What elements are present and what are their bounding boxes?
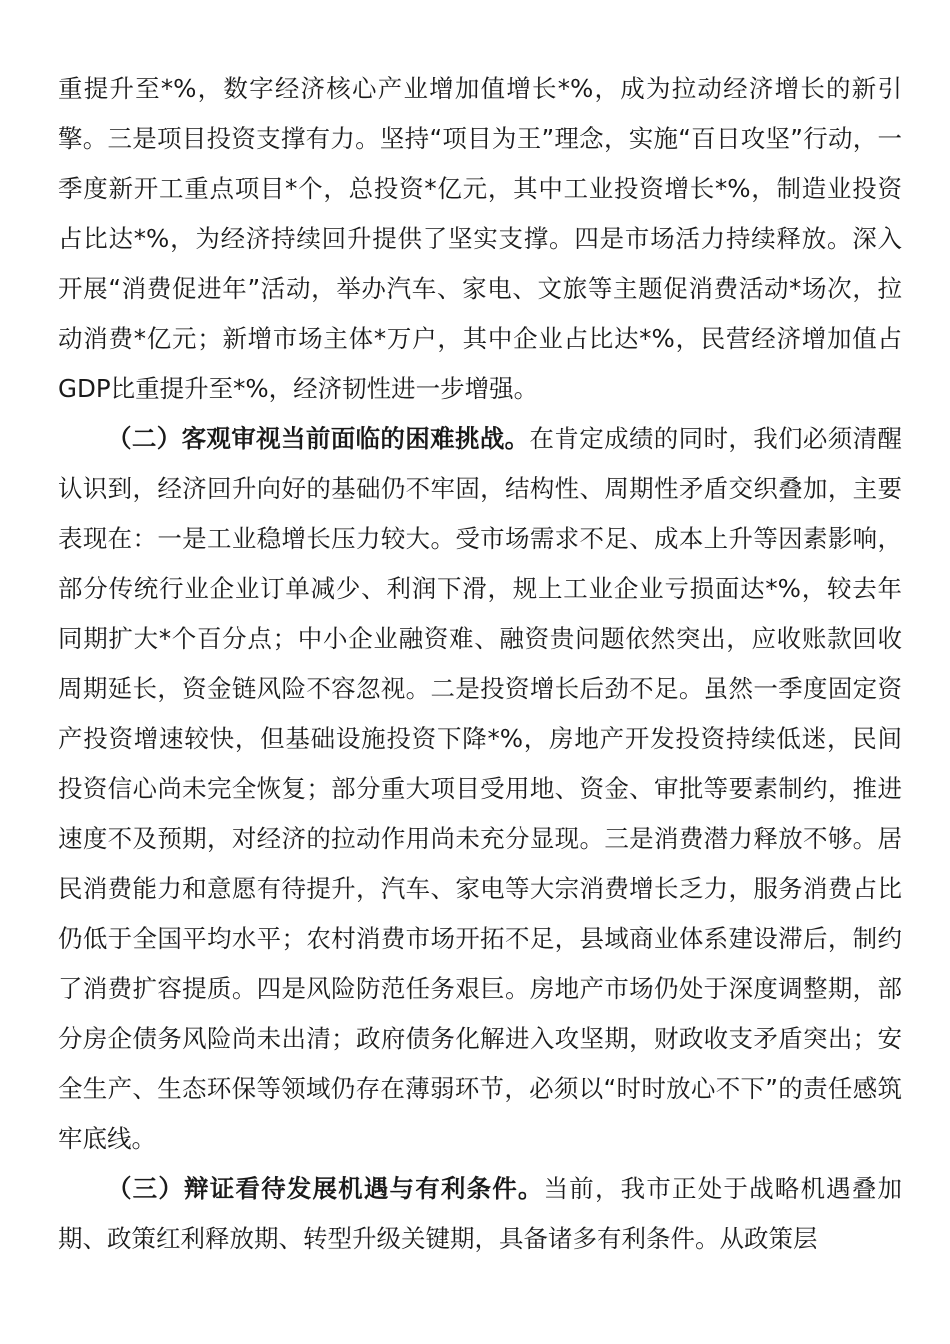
paragraph-text: 重提升至*%，数字经济核心产业增加值增长*%，成为拉动经济增长的新引擎。三是项目投资支撑有力。坚持“项目为王”理念，实施“百日攻坚”行动，一季度新开工重点项目*个，总投资*亿元，其中工业投资增长*%，制造业投资占比达*%，为经济持续回升提供了坚实支撑。四是市场活力持续释放。深入开展“消费促进年”活动，举办汽车、家电、文旅等主题促消费活动*场次，拉动消费*亿元；新增市场主体*万户，其中企业占比达*%，民营经济增加值占GDP比重提升至*%，经济韧性进一步增强。 xyxy=(58,74,902,403)
document-body xyxy=(58,64,902,1264)
paragraph-section-3 xyxy=(58,1164,902,1264)
paragraph-text: 在肯定成绩的同时，我们必须清醒认识到，经济回升向好的基础仍不牢固，结构性、周期性矛盾交织叠加，主要表现在：一是工业稳增长压力较大。受市场需求不足、成本上升等因素影响，部分传统行业企业订单减少、利润下滑，规上工业企业亏损面达*%，较去年同期扩大*个百分点；中小企业融资难、融资贵问题依然突出，应收账款回收周期延长，资金链风险不容忽视。二是投资增长后劲不足。虽然一季度固定资产投资增速较快，但基础设施投资下降*%，房地产开发投资持续低迷，民间投资信心尚未完全恢复；部分重大项目受用地、资金、审批等要素制约，推进速度不及预期，对经济的拉动作用尚未充分显现。三是消费潜力释放不够。居民消费能力和意愿有待提升，汽车、家电等大宗消费增长乏力，服务消费占比仍低于全国平均水平；农村消费市场开拓不足，县域商业体系建设滞后，制约了消费扩容提质。四是风险防范任务艰巨。房地产市场仍处于深度调整期，部分房企债务风险尚未出清；政府债务化解进入攻坚期，财政收支矛盾突出；安全生产、生态环保等领域仍存在薄弱环节，必须以“时时放心不下”的责任感筑牢底线。 xyxy=(58,424,902,1153)
section-heading: （二）客观审视当前面临的困难挑战。 xyxy=(107,424,530,453)
section-heading: （三）辩证看待发展机遇与有利条件。 xyxy=(107,1174,544,1203)
paragraph-section-2 xyxy=(58,414,902,1164)
paragraph-continued xyxy=(58,64,902,414)
paragraph-text: 当前，我市正处于战略机遇叠加期、政策红利释放期、转型升级关键期，具备诸多有利条件。从政策层 xyxy=(58,1174,903,1253)
